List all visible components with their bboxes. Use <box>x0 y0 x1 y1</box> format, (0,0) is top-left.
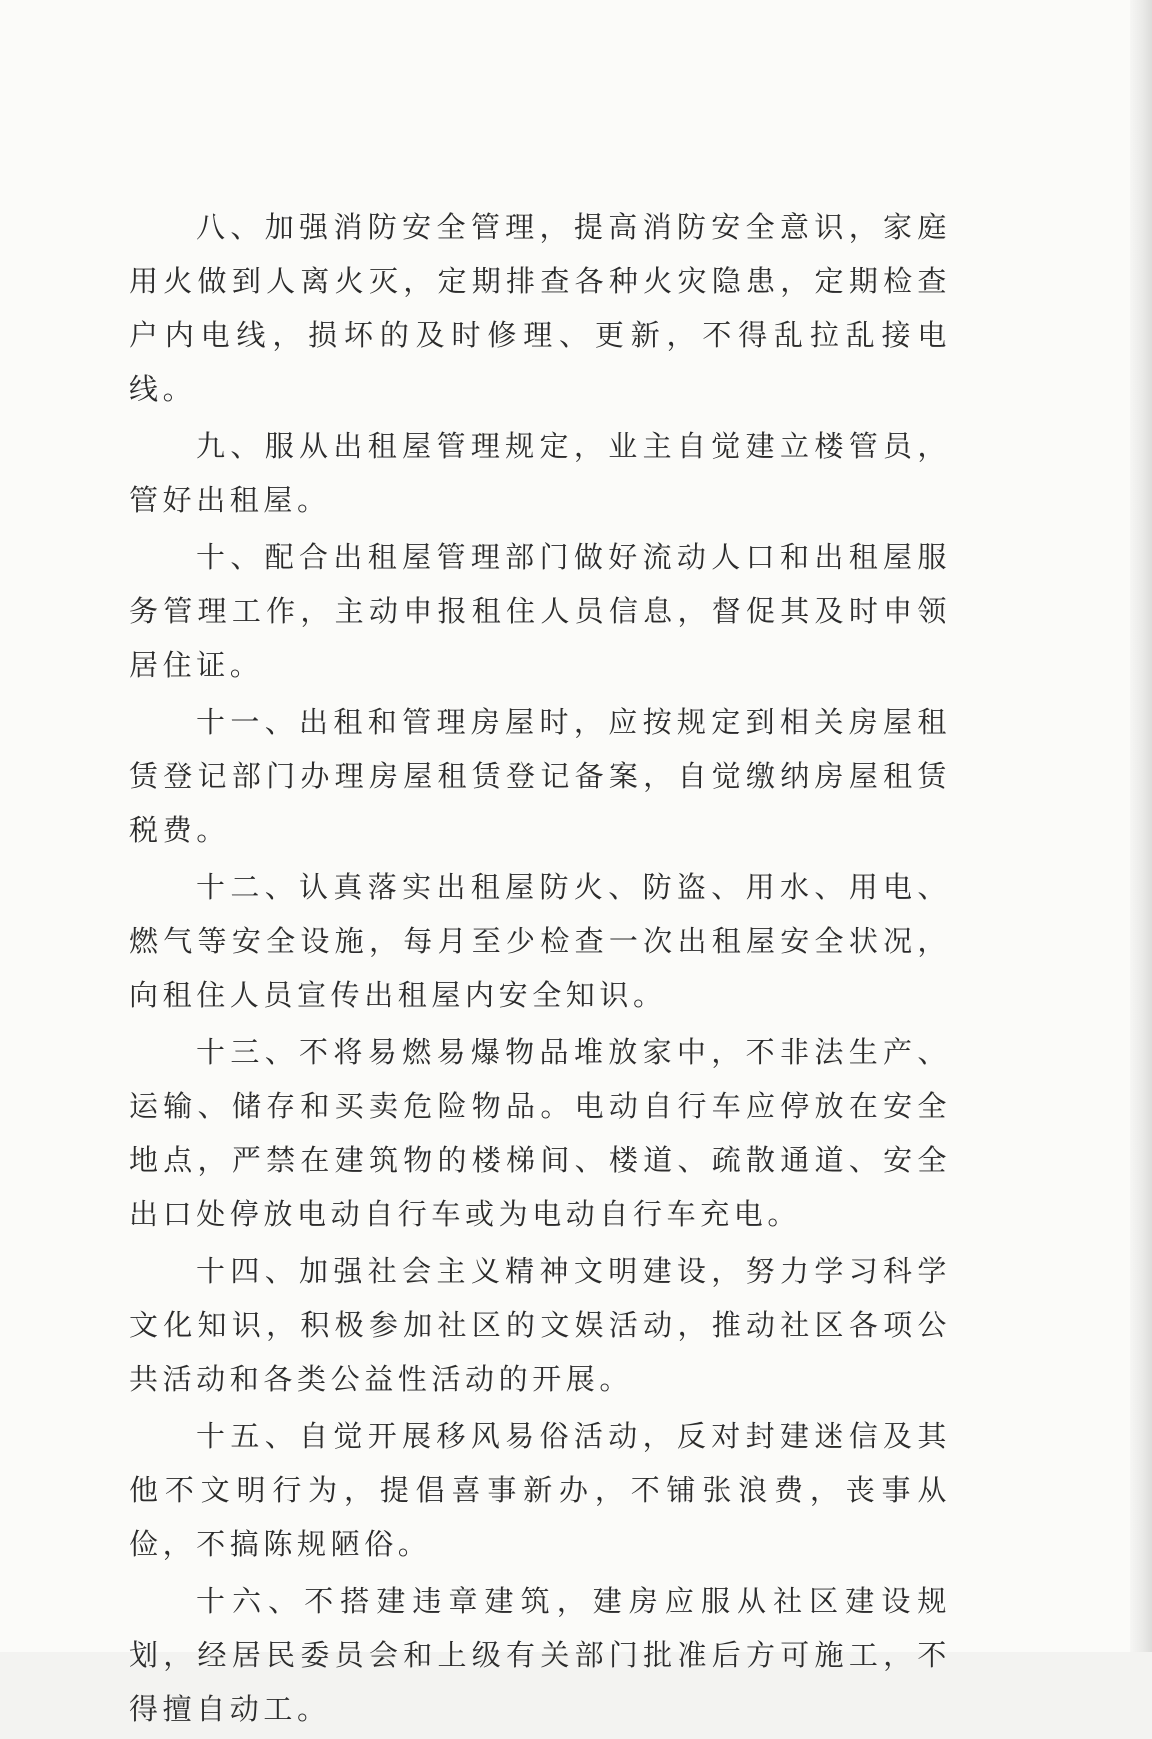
article-16: 十六、不搭建违章建筑，建房应服从社区建设规划，经居民委员会和上级有关部门批准后方可施工，不得擅自动工。 <box>129 1584 951 1726</box>
article-9: 九、服从出租屋管理规定，业主自觉建立楼管员，管好出租屋。 <box>129 429 951 517</box>
document-body <box>129 200 951 1739</box>
article-15: 十五、自觉开展移风易俗活动，反对封建迷信及其他不文明行为，提倡喜事新办，不铺张浪费，丧事从俭，不搞陈规陋俗。 <box>129 1419 951 1561</box>
article-13: 十三、不将易燃易爆物品堆放家中，不非法生产、运输、储存和买卖危险物品。电动自行车应停放在安全地点，严禁在建筑物的楼梯间、楼道、疏散通道、安全出口处停放电动自行车或为电动自行车充电。 <box>129 1035 951 1231</box>
article-14: 十四、加强社会主义精神文明建设，努力学习科学文化知识，积极参加社区的文娱活动，推动社区各项公共活动和各类公益性活动的开展。 <box>129 1254 951 1396</box>
article-11: 十一、出租和管理房屋时，应按规定到相关房屋租赁登记部门办理房屋租赁登记备案，自觉缴纳房屋租赁税费。 <box>129 705 951 847</box>
article-10: 十、配合出租屋管理部门做好流动人口和出租屋服务管理工作，主动申报租住人员信息，督促其及时申领居住证。 <box>129 540 951 682</box>
article-12: 十二、认真落实出租屋防火、防盗、用水、用电、燃气等安全设施，每月至少检查一次出租屋安全状况，向租住人员宣传出租屋内安全知识。 <box>129 870 951 1012</box>
article-8: 八、加强消防安全管理，提高消防安全意识，家庭用火做到人离火灭，定期排查各种火灾隐患，定期检查户内电线，损坏的及时修理、更新，不得乱拉乱接电线。 <box>129 210 951 406</box>
page-edge-shadow <box>1130 0 1152 1652</box>
